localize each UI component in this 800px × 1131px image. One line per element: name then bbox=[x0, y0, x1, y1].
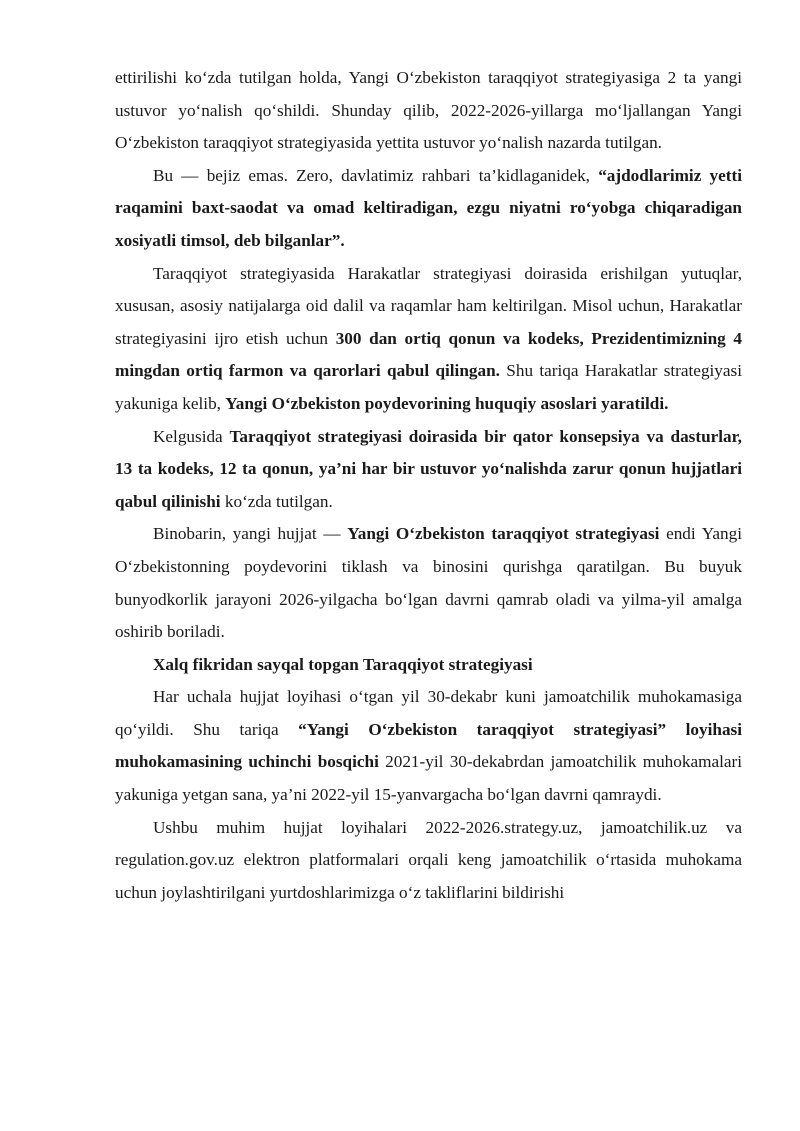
text-run: Bu — bejiz emas. Zero, davlatimiz rahbari ta’kidlaganidek, bbox=[153, 165, 599, 185]
text-run: Kelgusida bbox=[153, 426, 230, 446]
text-run: Binobarin, yangi hujjat — bbox=[153, 524, 348, 544]
text-run: Har uchala hujjat loyihasi o‘tgan yil 30-dekabr kuni jamoatchilik muhokamasiga qo‘yildi. Shu tariqa bbox=[115, 687, 742, 739]
text-run: ko‘zda tutilgan. bbox=[220, 491, 333, 511]
bold-text-run: “Yangi O‘zbekiston taraqqiyot strategiyasi” loyihasi muhokamasining uchinchi bosqichi bbox=[115, 719, 742, 772]
paragraph bbox=[115, 62, 742, 160]
paragraph bbox=[115, 812, 742, 910]
paragraph bbox=[115, 160, 742, 258]
section-heading bbox=[115, 649, 742, 682]
bold-quote: “ajdodlarimiz yetti raqamini baxt-saodat va omad keltiradigan, ezgu niyatni ro‘yobga chiqaradigan xosiyatli timsol, deb bilganlar”. bbox=[115, 165, 742, 250]
text-run: Shu tariqa Harakatlar strategiyasi yakuniga kelib, bbox=[115, 361, 742, 413]
bold-text-run: 300 dan ortiq qonun va kodeks, Prezidentimizning 4 mingdan ortiq farmon va qarorlari qabul qilingan. bbox=[115, 328, 742, 381]
document-page bbox=[115, 62, 742, 909]
text-run: Taraqqiyot strategiyasida Harakatlar strategiyasi doirasida erishilgan yutuqlar, xususan, asosiy natijalarga oid dalil va raqamlar ham keltirilgan. Misol uchun, Harakatlar strategiyasini ijro etish uchun bbox=[115, 263, 742, 348]
text-run: Ushbu muhim hujjat loyihalari 2022-2026.strategy.uz, jamoatchilik.uz va regulation.gov.uz elektron platformalari orqali keng jamoatchilik o‘rtasida muhokama uchun joylashtirilgani yurtdoshlarimizga o‘z takliflarini bildirishi bbox=[115, 817, 742, 902]
paragraph bbox=[115, 681, 742, 811]
paragraph bbox=[115, 518, 742, 648]
bold-text-run: Taraqqiyot strategiyasi doirasida bir qator konsepsiya va dasturlar, 13 ta kodeks, 12 ta qonun, ya’ni har bir ustuvor yo‘nalishda zarur qonun hujjatlari qabul qilinishi bbox=[115, 426, 742, 511]
bold-text-run: Yangi O‘zbekiston poydevorining huquqiy asoslari yaratildi. bbox=[225, 393, 669, 413]
paragraph bbox=[115, 421, 742, 519]
text-run: 2021-yil 30-dekabrdan jamoatchilik muhokamalari yakuniga yetgan sana, ya’ni 2022-yil 15-yanvargacha bo‘lgan davrni qamraydi. bbox=[115, 752, 742, 805]
bold-text-run: Yangi O‘zbekiston taraqqiyot strategiyasi bbox=[347, 524, 660, 544]
paragraph bbox=[115, 258, 742, 421]
text-run: ettirilishi ko‘zda tutilgan holda, Yangi O‘zbekiston taraqqiyot strategiyasiga 2 ta yangi ustuvor yo‘nalish qo‘shildi. Shunday qilib, 2022-2026-yillarga mo‘ljallangan Yangi O‘zbekiston taraqqiyot strategiyasida yettita ustuvor yo‘nalish nazarda tutilgan. bbox=[115, 68, 742, 153]
text-run: endi Yangi O‘zbekistonning poydevorini tiklash va binosini qurishga qaratilgan. Bu buyuk bunyodkorlik jarayoni 2026-yilgacha bo‘lgan davrni qamrab oladi va yilma-yil amalga oshirib boriladi. bbox=[115, 524, 742, 642]
heading-text: Xalq fikridan sayqal topgan Taraqqiyot strategiyasi bbox=[153, 654, 533, 674]
